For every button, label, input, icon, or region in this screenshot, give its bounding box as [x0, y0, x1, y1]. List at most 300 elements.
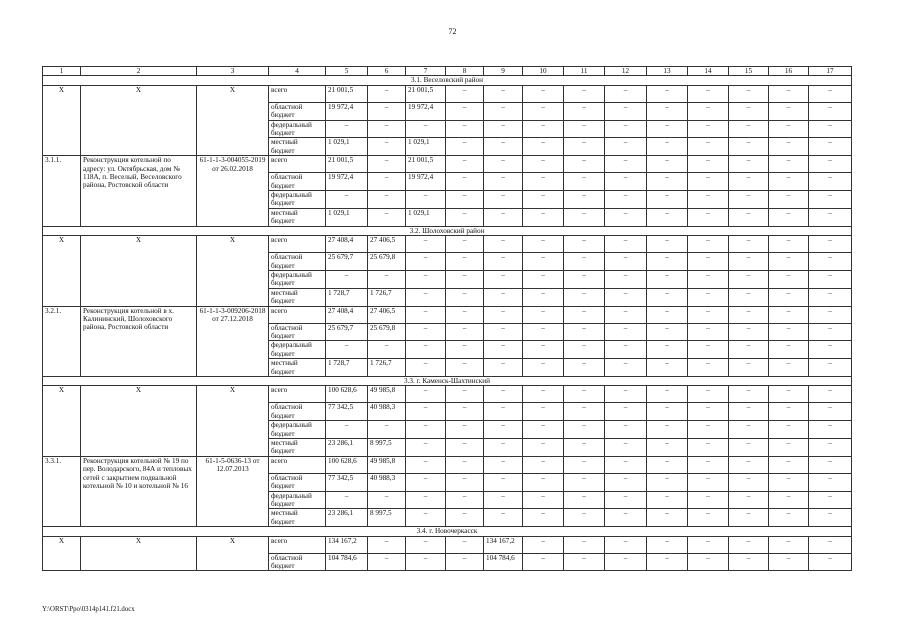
value-cell: –	[729, 553, 769, 571]
value-cell: –	[729, 138, 769, 156]
column-header: 13	[647, 67, 688, 76]
value-cell: –	[446, 553, 484, 571]
column-header: 16	[769, 67, 809, 76]
value-cell: –	[523, 85, 564, 102]
value-cell: –	[605, 120, 647, 138]
section-row	[43, 76, 852, 85]
funding-source-label: всего	[269, 306, 326, 323]
value-cell: –	[605, 102, 647, 120]
value-cell: –	[406, 288, 446, 306]
value-cell: 49 985,8	[368, 386, 406, 403]
value-cell: –	[605, 421, 647, 439]
value-cell: –	[688, 236, 729, 253]
value-cell: –	[406, 421, 446, 439]
value-cell: –	[688, 553, 729, 571]
table-row	[43, 306, 852, 323]
value-cell: –	[647, 553, 688, 571]
header-row	[43, 67, 852, 76]
value-cell: –	[406, 509, 446, 527]
value-cell: –	[406, 191, 446, 209]
value-cell: –	[484, 323, 523, 341]
value-cell: –	[564, 120, 605, 138]
value-cell: –	[326, 270, 368, 288]
value-cell: –	[809, 138, 852, 156]
value-cell: –	[446, 439, 484, 457]
value-cell: –	[688, 156, 729, 173]
value-cell: –	[446, 359, 484, 377]
value-cell: 1 726,7	[368, 288, 406, 306]
value-cell: –	[809, 236, 852, 253]
value-cell: –	[406, 323, 446, 341]
item-name: X	[81, 536, 197, 571]
value-cell: –	[647, 306, 688, 323]
funding-source-label: местный бюджет	[269, 208, 326, 226]
value-cell: –	[368, 191, 406, 209]
value-cell: –	[809, 102, 852, 120]
value-cell: 104 784,6	[484, 553, 523, 571]
value-cell: –	[605, 306, 647, 323]
value-cell: –	[564, 341, 605, 359]
value-cell: –	[769, 421, 809, 439]
value-cell: –	[729, 120, 769, 138]
value-cell: –	[523, 439, 564, 457]
value-cell: –	[484, 191, 523, 209]
value-cell: –	[605, 236, 647, 253]
value-cell: 134 167,2	[484, 536, 523, 553]
funding-source-label: федеральный бюджет	[269, 191, 326, 209]
value-cell: –	[484, 138, 523, 156]
value-cell: 1 726,7	[368, 359, 406, 377]
value-cell: –	[809, 491, 852, 509]
value-cell: –	[729, 208, 769, 226]
value-cell: 23 286,1	[326, 509, 368, 527]
value-cell: –	[406, 236, 446, 253]
value-cell: –	[484, 120, 523, 138]
value-cell: –	[605, 341, 647, 359]
value-cell: –	[368, 491, 406, 509]
value-cell: –	[484, 386, 523, 403]
section-title: 3.3. г. Каменск-Шахтинский	[43, 376, 852, 385]
section-title: 3.4. г. Новочеркасск	[43, 527, 852, 536]
value-cell: 77 342,5	[326, 403, 368, 421]
value-cell: –	[605, 156, 647, 173]
value-cell: –	[564, 156, 605, 173]
value-cell: –	[688, 208, 729, 226]
value-cell: 8 997,5	[368, 509, 406, 527]
value-cell: –	[688, 270, 729, 288]
value-cell: –	[523, 270, 564, 288]
value-cell: –	[406, 120, 446, 138]
value-cell: –	[484, 208, 523, 226]
value-cell: –	[368, 270, 406, 288]
value-cell: –	[564, 173, 605, 191]
value-cell: 19 972,4	[326, 102, 368, 120]
value-cell: –	[809, 553, 852, 571]
value-cell: –	[484, 253, 523, 271]
value-cell: –	[647, 386, 688, 403]
item-number: X	[43, 236, 81, 306]
value-cell: 8 997,5	[368, 439, 406, 457]
column-header: 5	[326, 67, 368, 76]
value-cell: –	[769, 253, 809, 271]
value-cell: 27 408,4	[326, 306, 368, 323]
funding-source-label: областной бюджет	[269, 173, 326, 191]
item-number: X	[43, 536, 81, 571]
value-cell: 134 167,2	[326, 536, 368, 553]
value-cell: –	[605, 270, 647, 288]
column-header: 10	[523, 67, 564, 76]
value-cell: –	[729, 439, 769, 457]
value-cell: –	[729, 288, 769, 306]
value-cell: –	[769, 359, 809, 377]
value-cell: –	[446, 386, 484, 403]
value-cell: –	[688, 138, 729, 156]
value-cell: –	[564, 386, 605, 403]
value-cell: –	[809, 536, 852, 553]
column-header: 3	[197, 67, 269, 76]
value-cell: –	[688, 403, 729, 421]
value-cell: –	[729, 491, 769, 509]
value-cell: –	[564, 138, 605, 156]
value-cell: 100 628,6	[326, 386, 368, 403]
value-cell: –	[809, 509, 852, 527]
item-code: 61-1-5-0636-13 от 12.07.2013	[197, 456, 269, 526]
value-cell: –	[368, 173, 406, 191]
value-cell: –	[484, 102, 523, 120]
value-cell: 21 001,5	[326, 156, 368, 173]
value-cell: –	[484, 156, 523, 173]
value-cell: –	[523, 102, 564, 120]
item-name: X	[81, 236, 197, 306]
value-cell: –	[523, 156, 564, 173]
value-cell: –	[605, 386, 647, 403]
item-number: X	[43, 386, 81, 456]
value-cell: –	[326, 341, 368, 359]
value-cell: –	[564, 191, 605, 209]
value-cell: –	[647, 439, 688, 457]
value-cell: –	[688, 439, 729, 457]
value-cell: –	[769, 341, 809, 359]
item-name: Реконструкция котельной в х. Калининский, Шолоховского района, Ростовской области	[81, 306, 197, 376]
value-cell: –	[605, 359, 647, 377]
value-cell: –	[446, 403, 484, 421]
value-cell: –	[446, 85, 484, 102]
value-cell: –	[769, 456, 809, 473]
item-code: X	[197, 236, 269, 306]
value-cell: –	[809, 473, 852, 491]
value-cell: 19 972,4	[406, 102, 446, 120]
value-cell: –	[647, 138, 688, 156]
item-number: 3.1.1.	[43, 156, 81, 226]
value-cell: –	[484, 288, 523, 306]
value-cell: –	[368, 421, 406, 439]
value-cell: –	[729, 191, 769, 209]
value-cell: –	[406, 536, 446, 553]
value-cell: –	[564, 359, 605, 377]
value-cell: 1 029,1	[406, 208, 446, 226]
column-header: 14	[688, 67, 729, 76]
funding-source-label: местный бюджет	[269, 439, 326, 457]
value-cell: –	[446, 173, 484, 191]
value-cell: –	[809, 191, 852, 209]
value-cell: –	[446, 236, 484, 253]
value-cell: –	[688, 456, 729, 473]
value-cell: 1 728,7	[326, 359, 368, 377]
value-cell: –	[605, 439, 647, 457]
value-cell: –	[769, 138, 809, 156]
value-cell: –	[809, 421, 852, 439]
value-cell: –	[647, 421, 688, 439]
funding-source-label: всего	[269, 456, 326, 473]
value-cell: –	[688, 120, 729, 138]
value-cell: –	[406, 473, 446, 491]
value-cell: –	[769, 536, 809, 553]
value-cell: –	[368, 536, 406, 553]
value-cell: –	[605, 473, 647, 491]
value-cell: –	[446, 341, 484, 359]
item-name: X	[81, 85, 197, 155]
value-cell: 21 001,5	[406, 156, 446, 173]
table-row	[43, 456, 852, 473]
value-cell: –	[769, 491, 809, 509]
value-cell: –	[484, 403, 523, 421]
value-cell: –	[564, 456, 605, 473]
value-cell: 21 001,5	[406, 85, 446, 102]
page-number: 72	[448, 27, 457, 36]
value-cell: –	[605, 253, 647, 271]
value-cell: –	[688, 509, 729, 527]
column-header: 15	[729, 67, 769, 76]
section-row	[43, 376, 852, 385]
value-cell: –	[769, 208, 809, 226]
table-row	[43, 386, 852, 403]
funding-source-label: местный бюджет	[269, 138, 326, 156]
funding-source-label: областной бюджет	[269, 403, 326, 421]
value-cell: –	[769, 173, 809, 191]
value-cell: –	[605, 138, 647, 156]
value-cell: –	[729, 421, 769, 439]
value-cell: –	[564, 270, 605, 288]
value-cell: –	[523, 306, 564, 323]
value-cell: –	[446, 473, 484, 491]
value-cell: –	[688, 473, 729, 491]
value-cell: –	[523, 323, 564, 341]
value-cell: –	[769, 270, 809, 288]
value-cell: –	[564, 403, 605, 421]
value-cell: –	[729, 536, 769, 553]
column-header: 1	[43, 67, 81, 76]
value-cell: –	[688, 323, 729, 341]
value-cell: –	[729, 341, 769, 359]
value-cell: –	[523, 173, 564, 191]
value-cell: –	[769, 306, 809, 323]
value-cell: –	[564, 306, 605, 323]
value-cell: –	[406, 359, 446, 377]
value-cell: –	[564, 236, 605, 253]
value-cell: –	[523, 386, 564, 403]
item-name: Реконструкция котельной № 19 по пер. Володарского, 84А и тепловых сетей с закрытием подвальной котельной № 10 и котельной № 16	[81, 456, 197, 526]
value-cell: –	[523, 509, 564, 527]
value-cell: –	[647, 359, 688, 377]
value-cell: –	[446, 253, 484, 271]
value-cell: –	[605, 173, 647, 191]
value-cell: –	[406, 403, 446, 421]
value-cell: –	[809, 120, 852, 138]
value-cell: –	[484, 173, 523, 191]
value-cell: –	[523, 341, 564, 359]
column-header: 9	[484, 67, 523, 76]
column-header: 17	[809, 67, 852, 76]
value-cell: –	[647, 403, 688, 421]
value-cell: –	[729, 102, 769, 120]
value-cell: 25 679,8	[368, 323, 406, 341]
funding-source-label: всего	[269, 156, 326, 173]
value-cell: –	[406, 386, 446, 403]
value-cell: –	[368, 138, 406, 156]
item-number: X	[43, 85, 81, 155]
value-cell: –	[688, 421, 729, 439]
value-cell: –	[564, 323, 605, 341]
value-cell: –	[446, 191, 484, 209]
value-cell: –	[647, 288, 688, 306]
value-cell: –	[688, 85, 729, 102]
funding-source-label: областной бюджет	[269, 473, 326, 491]
value-cell: –	[688, 341, 729, 359]
value-cell: –	[729, 456, 769, 473]
value-cell: –	[688, 386, 729, 403]
item-code: X	[197, 536, 269, 571]
value-cell: –	[647, 536, 688, 553]
value-cell: –	[446, 456, 484, 473]
funding-source-label: всего	[269, 386, 326, 403]
value-cell: –	[446, 208, 484, 226]
value-cell: –	[484, 270, 523, 288]
value-cell: –	[647, 341, 688, 359]
column-header: 8	[446, 67, 484, 76]
value-cell: –	[809, 156, 852, 173]
value-cell: –	[446, 491, 484, 509]
value-cell: –	[484, 85, 523, 102]
funding-source-label: областной бюджет	[269, 323, 326, 341]
value-cell: 77 342,5	[326, 473, 368, 491]
value-cell: –	[809, 456, 852, 473]
value-cell: –	[564, 536, 605, 553]
value-cell: –	[647, 120, 688, 138]
value-cell: –	[564, 85, 605, 102]
value-cell: –	[729, 386, 769, 403]
value-cell: –	[564, 553, 605, 571]
value-cell: –	[523, 359, 564, 377]
value-cell: –	[769, 120, 809, 138]
file-path-footer: Y:\ORST\Ppo\0314p141.f21.docx	[42, 606, 135, 613]
value-cell: –	[523, 191, 564, 209]
value-cell: 1 029,1	[326, 138, 368, 156]
value-cell: –	[446, 536, 484, 553]
value-cell: –	[605, 553, 647, 571]
value-cell: –	[769, 323, 809, 341]
value-cell: –	[484, 473, 523, 491]
value-cell: 27 408,4	[326, 236, 368, 253]
value-cell: –	[809, 288, 852, 306]
value-cell: –	[406, 306, 446, 323]
value-cell: –	[564, 509, 605, 527]
value-cell: –	[406, 270, 446, 288]
funding-source-label: областной бюджет	[269, 102, 326, 120]
value-cell: –	[647, 456, 688, 473]
table-row	[43, 85, 852, 102]
column-header: 2	[81, 67, 197, 76]
budget-table	[42, 66, 852, 571]
value-cell: –	[406, 553, 446, 571]
value-cell: –	[809, 173, 852, 191]
value-cell: –	[406, 439, 446, 457]
value-cell: –	[484, 491, 523, 509]
value-cell: 25 679,8	[368, 253, 406, 271]
value-cell: –	[446, 102, 484, 120]
value-cell: –	[484, 421, 523, 439]
value-cell: –	[484, 509, 523, 527]
value-cell: 104 784,6	[326, 553, 368, 571]
value-cell: –	[446, 509, 484, 527]
table-row	[43, 236, 852, 253]
value-cell: –	[406, 491, 446, 509]
value-cell: –	[605, 509, 647, 527]
item-number: 3.2.1.	[43, 306, 81, 376]
value-cell: –	[729, 253, 769, 271]
value-cell: –	[729, 156, 769, 173]
value-cell: 25 679,7	[326, 253, 368, 271]
value-cell: –	[605, 191, 647, 209]
value-cell: –	[605, 323, 647, 341]
value-cell: –	[523, 288, 564, 306]
value-cell: –	[729, 236, 769, 253]
value-cell: –	[688, 491, 729, 509]
value-cell: –	[688, 359, 729, 377]
column-header: 7	[406, 67, 446, 76]
funding-source-label: федеральный бюджет	[269, 270, 326, 288]
value-cell: –	[769, 191, 809, 209]
value-cell: –	[647, 270, 688, 288]
value-cell: –	[446, 138, 484, 156]
value-cell: 100 628,6	[326, 456, 368, 473]
value-cell: –	[769, 439, 809, 457]
value-cell: –	[326, 421, 368, 439]
value-cell: –	[688, 288, 729, 306]
value-cell: –	[446, 421, 484, 439]
item-code: 61-1-1-3-009206-2018 от 27.12.2018	[197, 306, 269, 376]
value-cell: –	[647, 323, 688, 341]
value-cell: –	[605, 85, 647, 102]
funding-source-label: местный бюджет	[269, 509, 326, 527]
value-cell: –	[368, 120, 406, 138]
value-cell: –	[484, 236, 523, 253]
funding-source-label: федеральный бюджет	[269, 491, 326, 509]
funding-source-label: всего	[269, 236, 326, 253]
value-cell: 27 406,5	[368, 236, 406, 253]
funding-source-label: федеральный бюджет	[269, 120, 326, 138]
value-cell: –	[647, 208, 688, 226]
value-cell: –	[688, 173, 729, 191]
value-cell: 40 988,3	[368, 403, 406, 421]
value-cell: 27 406,5	[368, 306, 406, 323]
value-cell: –	[769, 509, 809, 527]
value-cell: 1 029,1	[406, 138, 446, 156]
value-cell: –	[769, 156, 809, 173]
value-cell: 1 728,7	[326, 288, 368, 306]
value-cell: –	[729, 323, 769, 341]
value-cell: –	[523, 138, 564, 156]
value-cell: –	[769, 386, 809, 403]
